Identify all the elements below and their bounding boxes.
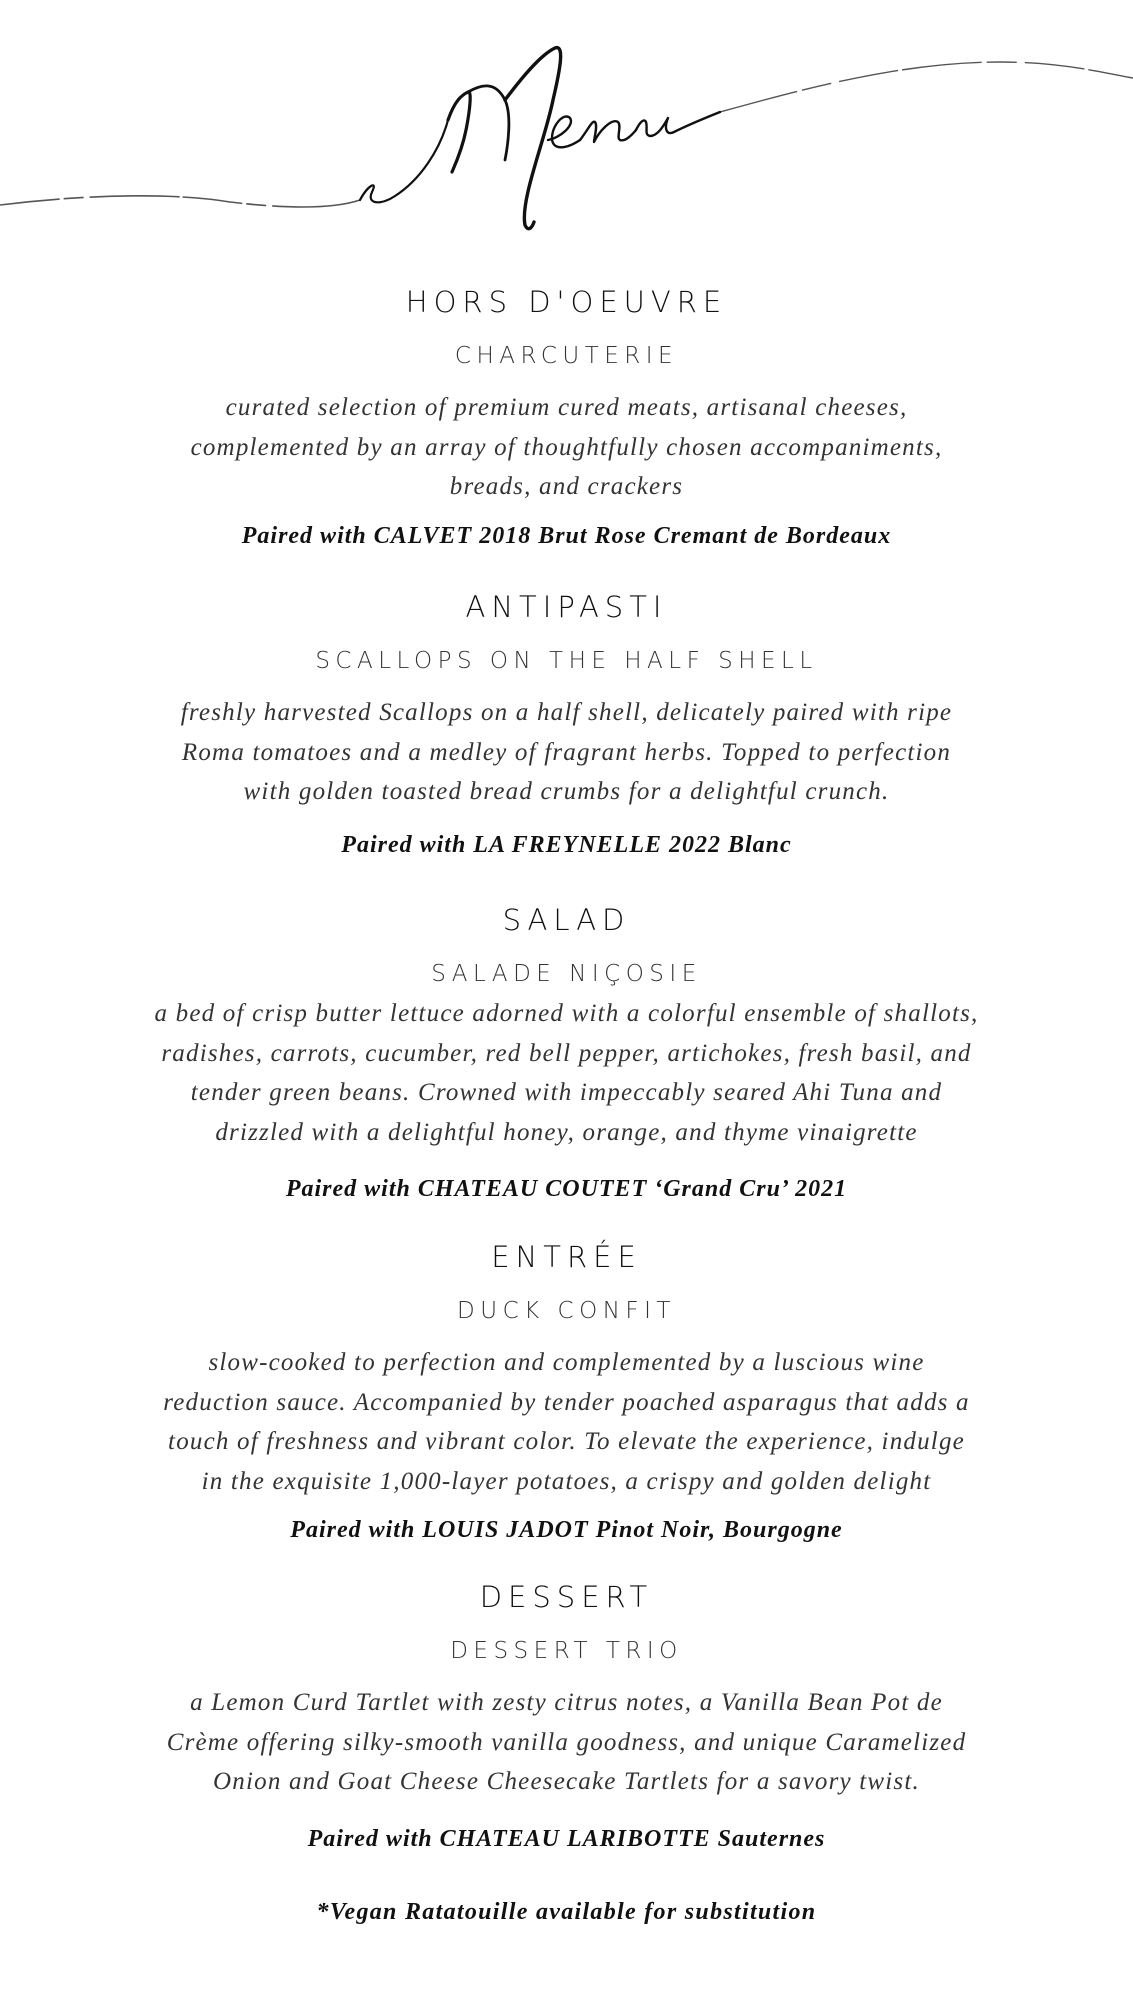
course-title: SALAD	[502, 903, 631, 937]
dish-name: SALADE NIÇOSIE	[431, 961, 702, 987]
course-section-salad	[0, 898, 1133, 1206]
course-section-antipasti	[0, 585, 1133, 862]
course-title: DESSERT	[479, 1580, 654, 1614]
wine-pairing: Paired with CALVET 2018 Brut Rose Cremant de Bordeaux	[241, 522, 892, 549]
course-title: ENTRÉE	[491, 1240, 642, 1274]
course-section-hors-doeuvre	[0, 280, 1133, 553]
dish-description: curated selection of premium cured meats, artisanal cheeses, complemented by an array of thoughtfully chosen accompaniments, breads, and crackers	[190, 394, 943, 500]
wine-pairing: Paired with CHATEAU COUTET ‘Grand Cru’ 2021	[285, 1176, 848, 1202]
dish-name: SCALLOPS ON THE HALF SHELL	[315, 648, 818, 674]
course-title: HORS D'OEUVRE	[405, 285, 728, 319]
wine-pairing: Paired with LOUIS JADOT Pinot Noir, Bourgogne	[290, 1517, 843, 1543]
course-section-dessert	[0, 1575, 1133, 1856]
course-title: ANTIPASTI	[465, 590, 668, 624]
wine-pairing: Paired with CHATEAU LARIBOTTE Sauternes	[307, 1825, 826, 1852]
dish-name: CHARCUTERIE	[454, 343, 679, 369]
menu-title	[0, 20, 1133, 220]
dish-description: a Lemon Curd Tartlet with zesty citrus notes, a Vanilla Bean Pot de Crème offering silky-smooth vanilla goodness, and unique Caramelized Onion and Goat Cheese Cheesecake Tartlets for a savory twist.	[166, 1689, 967, 1795]
dish-name: DUCK CONFIT	[457, 1298, 676, 1324]
vegan-note-block	[0, 1895, 1133, 1929]
dish-name: DESSERT TRIO	[450, 1638, 683, 1664]
dish-description: freshly harvested Scallops on a half shell, delicately paired with ripe Roma tomatoes and a medley of fragrant herbs. Topped to perfection with golden toasted bread crumbs for a delightful crunch.	[180, 699, 953, 805]
course-section-entree	[0, 1235, 1133, 1547]
dish-description: a bed of crisp butter lettuce adorned with a colorful ensemble of shallots, radishes, carrots, cucumber, red bell pepper, artichokes, fresh basil, and tender green beans. Crowned with impeccably seared Ahi Tuna and drizzled with a delightful honey, orange, and thyme vinaigrette	[154, 1000, 979, 1146]
vegan-substitution-note: *Vegan Ratatouille available for substitution	[316, 1899, 817, 1925]
dish-description: slow-cooked to perfection and complemented by a luscious wine reduction sauce. Accompanied by tender poached asparagus that adds a touch of freshness and vibrant color. To elevate the experience, indulge in the exquisite 1,000-layer potatoes, a crispy and golden delight	[163, 1349, 970, 1495]
wine-pairing: Paired with LA FREYNELLE 2022 Blanc	[341, 831, 792, 858]
